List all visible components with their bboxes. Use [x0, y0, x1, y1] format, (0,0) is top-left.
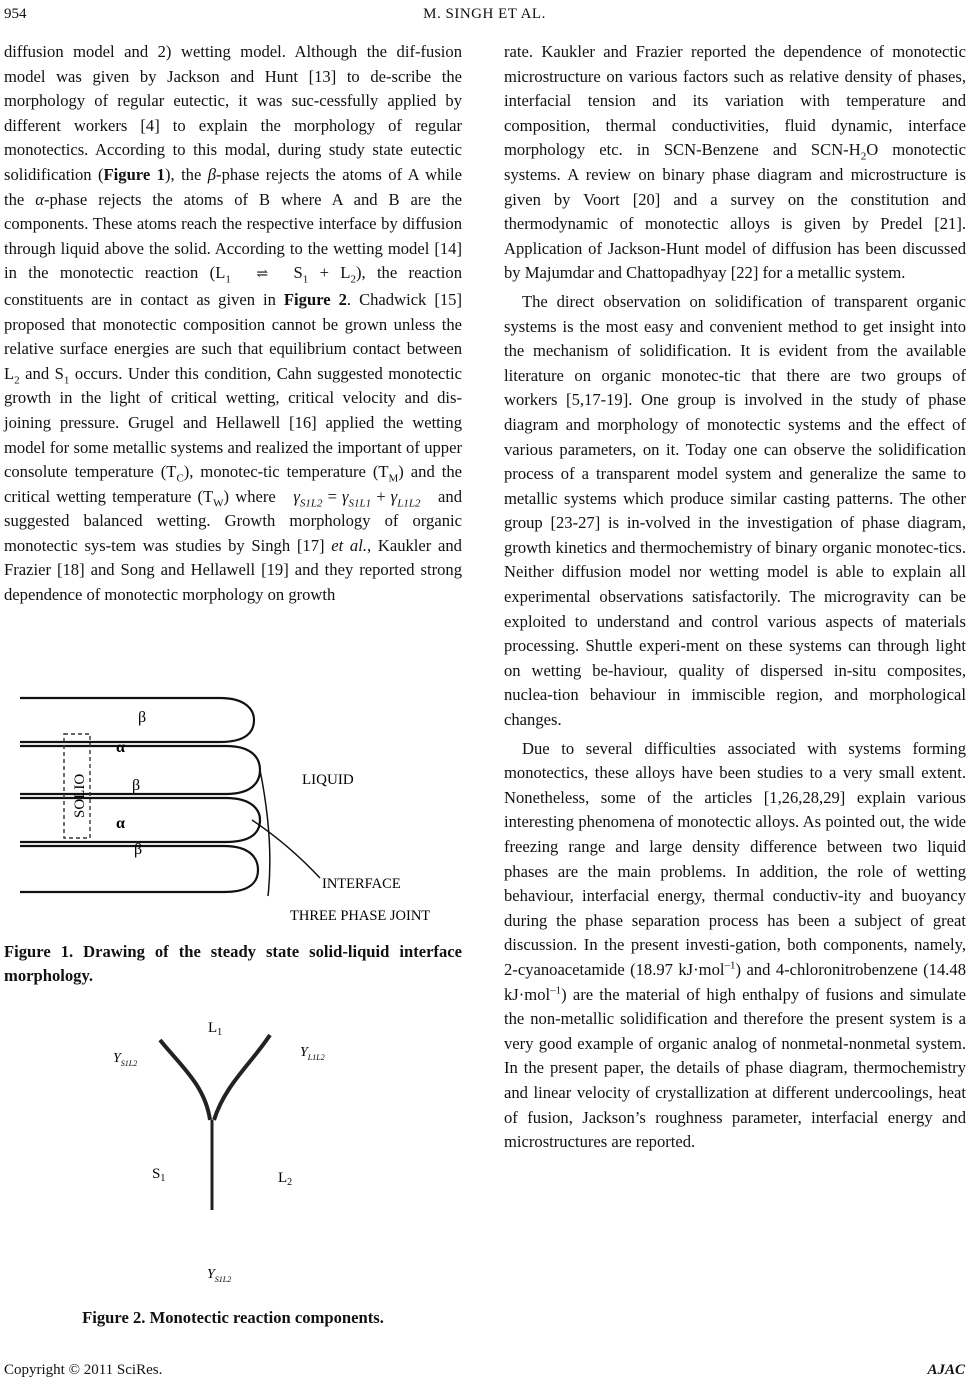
alpha-label: α	[116, 815, 125, 832]
subscript: 2	[14, 374, 20, 387]
text-run: Due to several difficulties associated with systems forming monotectics, these alloys have been studies to a very small extent. Nonetheless, some of the articles [1,26,28,29] explain various interesting phenomena of monotectic alloys. As pointed out, the wide freezing range and large density difference between two liquid phases are the main problems. In addition, the role of wetting behaviour, interfacial energy, thermal conductiv-ity and buoyancy during the phase separation process has been a subject of great discussion. In the present investi-gation, both components, namely, 2-cyanoacetamide (18.97 kJ·mol	[504, 738, 966, 979]
gamma-symbol: γ	[341, 486, 349, 506]
interface-leader-line	[252, 820, 320, 878]
plus-sign: +	[371, 486, 391, 506]
left-branch	[160, 1040, 210, 1120]
text-run: S	[282, 263, 303, 283]
gamma-s1l2-label: $Y_{S1L2}$	[113, 1051, 138, 1068]
text-run: . Chadwick [15] proposed that monotectic composition cannot be grown unless the relative surface energies are such that equilibrium contact between L	[4, 289, 462, 383]
et-al-text: et al.	[331, 535, 367, 555]
superscript: –1	[550, 984, 562, 997]
text-run: ), the	[164, 164, 208, 184]
text-run: + L	[308, 263, 351, 283]
right-paragraph-1	[504, 40, 966, 286]
text-run: ), monotec-tic temperature (T	[183, 462, 389, 482]
subscript: S1L1	[348, 497, 372, 509]
text-run: ), the reaction constituents are in contact as given in	[4, 263, 462, 309]
figure-1-reference: Figure 1	[103, 164, 165, 184]
beta-label: β	[134, 841, 143, 858]
subscript: M	[388, 472, 399, 485]
text-run: and suggested balanced wetting. Growth morphology of organic monotectic sys-tem was studies by Singh [17]	[4, 486, 462, 555]
text-run: ) and the critical wetting temperature (T	[4, 462, 462, 506]
text-run: rate. Kaukler and Frazier reported the dependence of monotectic microstructure on various factors such as relative density of phases, interfacial tension and its variation with temperature and composition, thermal conductivities, fluid dynamic, interface morphology etc. in SCN-Benzene and SCN-H	[504, 42, 966, 160]
text-run: ) where	[223, 486, 282, 506]
l1-label: $L_1$	[208, 1020, 223, 1038]
figure-2-drawing	[80, 1010, 380, 1290]
text-run: ) and 4-chloronitrobenzene (14.48 kJ·mol	[504, 959, 967, 1004]
gamma-s1l2-bottom-label: $Y_{S1L2}$	[207, 1267, 232, 1284]
gamma-l1l2-label: $Y_{L1L2}$	[300, 1045, 325, 1062]
superscript: –1	[724, 959, 736, 972]
text-run: , Kaukler and Frazier [18] and Song and Hellawell [19] and they reported strong dependence of monotectic morphology on growth	[4, 535, 462, 605]
subscript: 1	[63, 374, 70, 387]
right-branch	[214, 1035, 270, 1120]
left-column	[4, 40, 462, 608]
page-number: 954	[4, 6, 27, 22]
left-paragraph-1	[4, 40, 462, 608]
right-column	[504, 40, 966, 1155]
running-title: M. SINGH ET AL.	[423, 6, 546, 22]
l2-label: $L_2$	[278, 1170, 293, 1188]
figure-1-drawing	[20, 690, 460, 930]
three-phase-joint-label: THREE PHASE JOINT	[290, 908, 431, 924]
subscript: S1L2	[299, 497, 323, 509]
subscript: C	[176, 472, 184, 485]
figure-2-caption: Figure 2. Monotectic reaction components.	[82, 1308, 384, 1327]
text-run: occurs. Under this condition, Cahn suggested monotectic growth in the light of critical wetting, critical velocity and dis-joining pressure. Grugel and Hellawell [16] applied the wetting model for some metallic systems and realized the important of upper consolute temperature (T	[4, 363, 463, 482]
alpha-label: α	[116, 739, 125, 756]
journal-abbreviation: AJAC	[927, 1362, 965, 1378]
equilibrium-arrow-icon: ⇌	[256, 267, 269, 283]
text-run: ) are the material of high enthalpy of fusions and simulate the non-metallic solidification and therefore the present system is a very good example of organic analog of nonmetal-nonmetal system. In the present paper, the details of phase diagram, thermochemistry and linear velocity of crystallization at different undercoolings, heat of fusion, Jackson’s roughness parameter, interfacial energy and microstructures are reported.	[504, 984, 966, 1152]
subscript: 2	[350, 273, 356, 286]
gamma-symbol: γ	[390, 486, 398, 506]
equals-sign: =	[322, 486, 342, 506]
text-run: -phase rejects the atoms of A while the	[4, 164, 462, 209]
beta-symbol: β	[207, 164, 217, 184]
right-paragraph-3	[504, 737, 966, 1155]
s1-label: $S_1$	[152, 1166, 166, 1184]
text-run: -phase rejects the atoms of B where A and B are the components. These atoms reach the respective interface by diffusion through liquid above the solid. According to the wetting model [14] in the monotectic reaction (L	[4, 189, 462, 283]
solid-label: SOLIO	[72, 773, 88, 818]
subscript: 2	[860, 150, 867, 163]
figure-2-reference: Figure 2	[283, 289, 347, 309]
lamella-1	[20, 698, 254, 742]
right-paragraph-2: The direct observation on solidification of transparent organic systems is the most easy and convenient method to get insight into the mechanism of solidification. It is evident from the available literature on organic monotec-tic that there are two groups of workers [5,17-19]. One group is involved in the study of phase diagram and morphology of monotectic systems and the effect of various parameters, on it. Today one can observe the solidification process of a transparent model system and generalize the same to metallic systems which produce similar casting patterns. The other group [23-27] is in-volved in the investigation of phase diagram, growth kinetics and thermochemistry of binary organic monotec-tics. Neither diffusion model nor wetting model is able to explain all experimental observations satisfactorily. The microgravity can be exploited to understand and control various aspects of materials processing. Shuttle experi-ment on these systems can through light on wetting be-haviour, quality of dispersed in-situ composites, nuclea-tion behaviour in immiscible region, and morphological changes.	[504, 291, 966, 730]
subscript: L1L2	[397, 497, 421, 509]
text-run: diffusion model and 2) wetting model. Although the dif-fusion model was given by Jackson and Hunt [13] to de-scribe the morphology of regular eutectic, it was suc-cessfully applied by different workers [4] to explain the morphology of regular monotectics. According to this modal, during study state eutectic solidification (	[4, 42, 462, 184]
surface-energy-equation	[282, 485, 432, 510]
beta-label: β	[138, 709, 147, 726]
interface-morphology-diagram	[20, 690, 460, 930]
monotectic-reaction-diagram	[80, 1010, 380, 1290]
three-phase-leader-line	[260, 770, 270, 896]
subscript: W	[213, 497, 224, 509]
interface-label: INTERFACE	[322, 876, 401, 892]
liquid-label: LIQUID	[302, 772, 354, 788]
lamella-3	[20, 798, 260, 842]
copyright-notice: Copyright © 2011 SciRes.	[4, 1362, 163, 1378]
figure-1-caption: Figure 1. Drawing of the steady state solid-liquid interface morphology.	[4, 942, 462, 985]
text-run: O monotectic systems. A review on binary phase diagram and microstructure is given by Voort [20] and a survey on the constitution and thermodynamic of monotectic alloys is given by Predel [21]. Application of Jackson-Hunt model of diffusion has been discussed by Majumdar and Chattopadhyay [22] for a metallic system.	[504, 140, 967, 283]
text-run: and S	[19, 363, 64, 383]
gamma-symbol: γ	[293, 486, 300, 506]
alpha-symbol: α	[35, 189, 44, 209]
subscript: 1	[225, 273, 231, 286]
subscript: 1	[302, 273, 309, 286]
beta-label: β	[132, 777, 141, 794]
